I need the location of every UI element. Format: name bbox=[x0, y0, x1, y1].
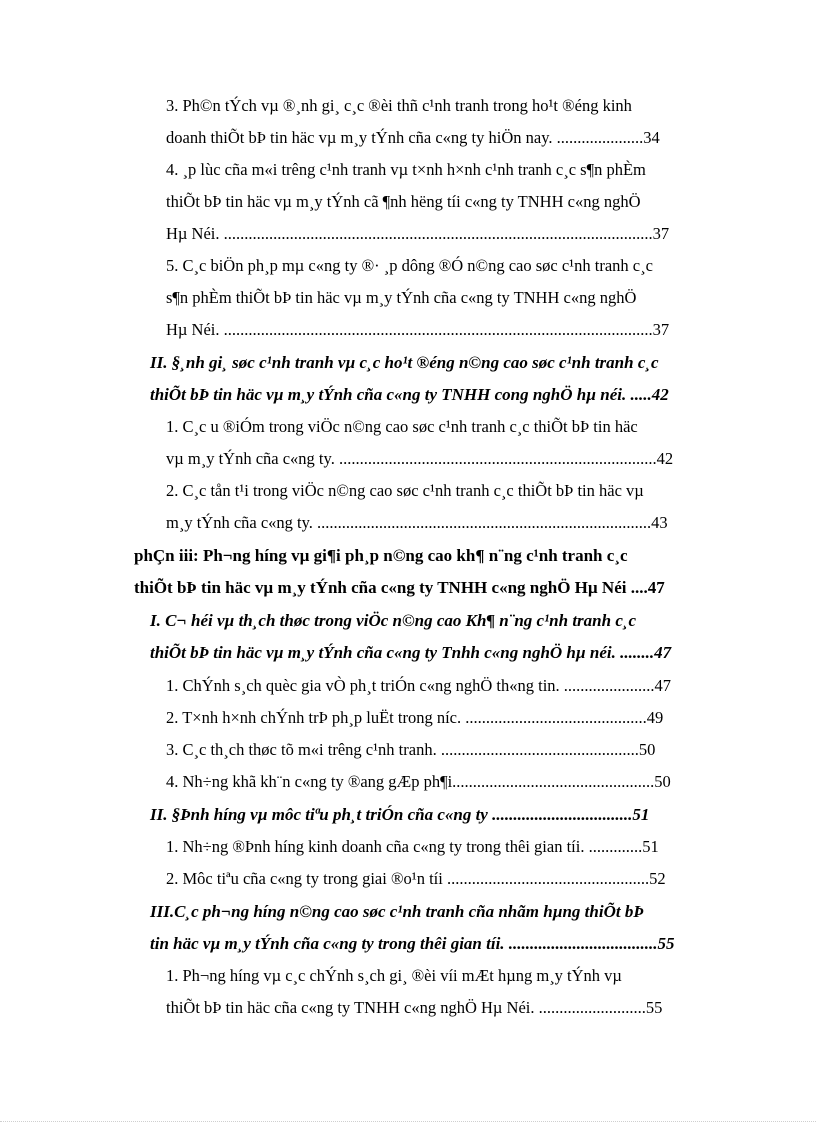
toc-part-III-line-1: phÇn iii: Ph¬ng híng vµ gi¶i ph¸p n©ng cao kh¶ n¨ng c¹nh tranh c¸c bbox=[134, 546, 628, 565]
toc-entry-III1-line-2: thiÕt bÞ tin häc cña c«ng ty TNHH c«ng nghÖ Hµ Néi. ..........................55 bbox=[166, 998, 663, 1017]
toc-entry-II1-line-1: 1. C¸c u ®iÓm trong viÖc n©ng cao søc c¹nh tranh c¸c thiÕt bÞ tin häc bbox=[166, 417, 638, 436]
toc-section-II-line-2: thiÕt bÞ tin häc vµ m¸y tÝnh cña c«ng ty TNHH cong nghÖ hµ néi. .....42 bbox=[150, 385, 669, 404]
toc-entry-I3: 3. C¸c th¸ch thøc tõ m«i trêng c¹nh tranh. ................................................50 bbox=[166, 740, 656, 759]
toc-section-I-line-2: thiÕt bÞ tin häc vµ m¸y tÝnh cña c«ng ty Tnhh c«ng nghÖ hµ néi. ........47 bbox=[150, 643, 672, 662]
toc-entry-5-line-3: Hµ Néi. ........................................................................................................37 bbox=[166, 320, 670, 339]
toc-section-III-line-1: III.C¸c ph¬ng híng n©ng cao søc c¹nh tranh cña nhãm hµng thiÕt bÞ bbox=[150, 902, 644, 921]
toc-section-II-line-1: II. §¸nh gi¸ søc c¹nh tranh vµ c¸c ho¹t ®éng n©ng cao søc c¹nh tranh c¸c bbox=[150, 353, 659, 372]
toc-entry-II2-line-1: 2. C¸c tån t¹i trong viÖc n©ng cao søc c¹nh tranh c¸c thiÕt bÞ tin häc vµ bbox=[166, 481, 644, 500]
toc-entry-5-line-2: s¶n phÈm thiÕt bÞ tin häc vµ m¸y tÝnh cña c«ng ty TNHH c«ng nghÖ bbox=[166, 288, 637, 307]
toc-entry-4-line-1: 4. ¸p lùc cña m«i trêng c¹nh tranh vµ t×nh h×nh c¹nh tranh c¸c s¶n phÈm bbox=[166, 160, 646, 179]
toc-entry-III1-line-1: 1. Ph¬ng híng vµ c¸c chÝnh s¸ch gi¸ ®èi víi mÆt hµng m¸y tÝnh vµ bbox=[166, 966, 622, 985]
toc-entry-4-line-2: thiÕt bÞ tin häc vµ m¸y tÝnh cã ¶nh hëng tíi c«ng ty TNHH c«ng nghÖ bbox=[166, 192, 641, 211]
toc-entry-II1-line-2: vµ m¸y tÝnh cña c«ng ty. .............................................................................42 bbox=[166, 449, 674, 468]
toc-entry-II2-line-2: m¸y tÝnh cña c«ng ty. .................................................................................43 bbox=[166, 513, 668, 532]
toc-entry-3-line-2: doanh thiÕt bÞ tin häc vµ m¸y tÝnh cña c«ng ty hiÖn nay. .....................34 bbox=[166, 128, 660, 147]
toc-entry-I2: 2. T×nh h×nh chÝnh trÞ ph¸p luËt trong níc. ............................................49 bbox=[166, 708, 664, 727]
page-bottom-divider bbox=[0, 1121, 816, 1122]
toc-entry-IIb2: 2. Môc tiªu cña c«ng ty trong giai ®o¹n tíi .................................................52 bbox=[166, 869, 666, 888]
toc-entry-5-line-1: 5. C¸c biÖn ph¸p mµ c«ng ty ®· ¸p dông ®Ó n©ng cao søc c¹nh tranh c¸c bbox=[166, 256, 653, 275]
toc-entry-I1: 1. ChÝnh s¸ch quèc gia vÒ ph¸t triÓn c«ng nghÖ th«ng tin. ......................47 bbox=[166, 676, 672, 695]
toc-section-III-line-2: tin häc vµ m¸y tÝnh cña c«ng ty trong thêi gian tíi. ...................................55 bbox=[150, 934, 675, 953]
toc-section-I-line-1: I. C¬ héi vµ th¸ch thøc trong viÖc n©ng cao Kh¶ n¨ng c¹nh tranh c¸c bbox=[150, 611, 637, 630]
toc-entry-IIb1: 1. Nh÷ng ®Þnh híng kinh doanh cña c«ng ty trong thêi gian tíi. .............51 bbox=[166, 837, 659, 856]
toc-entry-4-line-3: Hµ Néi. ........................................................................................................37 bbox=[166, 224, 670, 243]
toc-entry-3-line-1: 3. Ph©n tÝch vµ ®¸nh gi¸ c¸c ®èi thñ c¹nh tranh trong ho¹t ®éng kinh bbox=[166, 96, 632, 115]
toc-section-II-b: II. §Þnh híng vµ môc tiªu ph¸t triÓn cña c«ng ty .................................51 bbox=[150, 805, 650, 824]
toc-part-III-line-2: thiÕt bÞ tin häc vµ m¸y tÝnh cña c«ng ty TNHH c«ng nghÖ Hµ Néi ....47 bbox=[134, 578, 665, 597]
toc-entry-I4: 4. Nh÷ng khã kh¨n c«ng ty ®ang gÆp ph¶i.................................................50 bbox=[166, 772, 671, 791]
